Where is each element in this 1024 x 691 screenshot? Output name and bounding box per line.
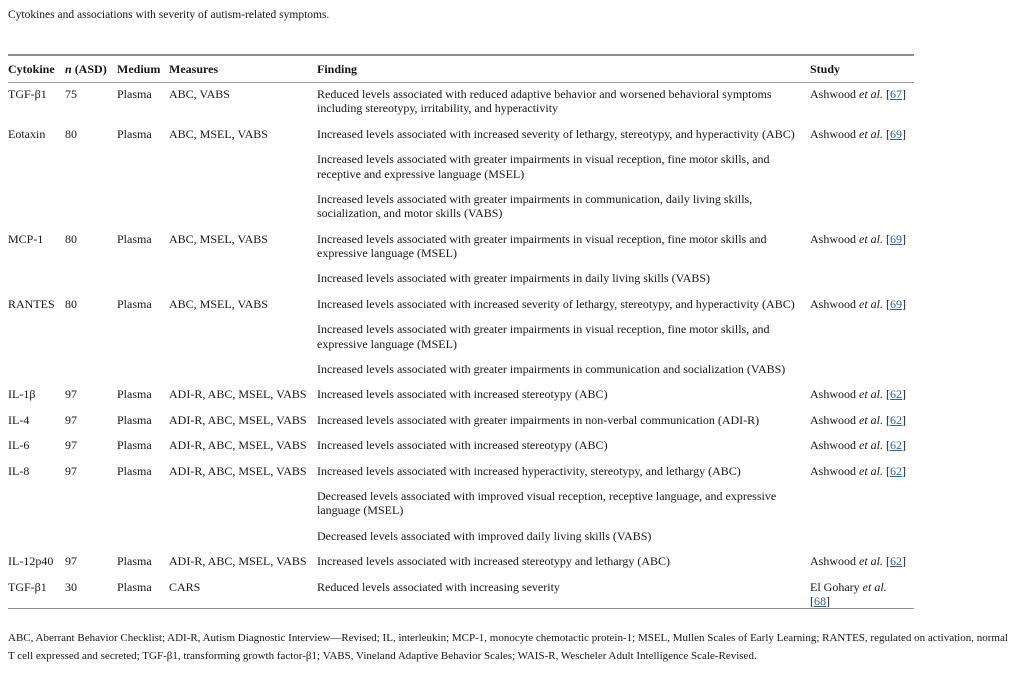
finding-text: Increased levels associated with greater impairments in communication and socialization (VABS) (317, 362, 786, 377)
study-author: Ashwood (810, 412, 860, 427)
finding-text: Increased levels associated with increased stereotypy (ABC) (317, 387, 608, 402)
cytokine-cell: MCP-1 (8, 231, 44, 246)
table-row (8, 409, 914, 434)
measures-cell: ABC, MSEL, VABS (169, 231, 268, 246)
study-cell: El Gohary et al. [68] (810, 579, 887, 608)
finding-text: Increased levels associated with increased severity of lethargy, stereotypy, and hyperactivity (ABC) (317, 126, 795, 141)
medium-cell: Plasma (117, 579, 152, 594)
study-etal: et al. (859, 296, 884, 311)
study-author: Ashwood (810, 296, 860, 311)
table-row (8, 383, 914, 408)
column-header-n-asd: n (ASD) (65, 55, 117, 83)
cytokine-severity-table (8, 54, 914, 609)
study-author: Ashwood (810, 438, 860, 453)
study-etal: et al. (862, 579, 887, 594)
finding-text: Reduced levels associated with increasing severity (317, 579, 560, 594)
n-asd-cell: 80 (65, 296, 77, 311)
citation-link[interactable]: 67 (890, 86, 903, 101)
study-author: Ashwood (810, 463, 860, 478)
finding-text: Increased levels associated with greater impairments in non-verbal communication (ADI-R) (317, 412, 760, 427)
medium-cell: Plasma (117, 438, 152, 453)
study-author: Ashwood (810, 86, 860, 101)
medium-cell: Plasma (117, 463, 152, 478)
study-cell: Ashwood et al. [69] (810, 296, 907, 311)
study-cell: Ashwood et al. [62] (810, 554, 907, 569)
study-cell: Ashwood et al. [69] (810, 231, 907, 246)
citation-link[interactable]: 69 (890, 126, 903, 141)
table-row (8, 576, 914, 609)
cytokine-cell: IL-4 (8, 412, 30, 427)
table-footnote-abbreviations: ABC, Aberrant Behavior Checklist; ADI-R, Autism Diagnostic Interview—Revised; IL, interleukin; MCP-1, monocyte chemotactic protein-1; MSEL, Mullen Scales of Early Learning; RANTES, regulated on activation, normal T cell expressed and secreted; TGF-β1, transforming growth factor-β1; VABS, Vineland Adaptive Behavior Scales; WAIS-R, Wescheler Adult Intelligence Scale-Revised. (8, 632, 1008, 662)
citation-link[interactable]: 69 (890, 231, 903, 246)
study-cell: Ashwood et al. [69] (810, 126, 907, 141)
finding-text: Increased levels associated with increased severity of lethargy, stereotypy, and hyperactivity (ABC) (317, 296, 795, 311)
citation-link[interactable]: 62 (890, 554, 903, 569)
table-row (8, 550, 914, 575)
study-etal: et al. (859, 554, 884, 569)
study-etal: et al. (859, 463, 884, 478)
table-row (8, 293, 914, 384)
finding-text: Increased levels associated with greater impairments in visual reception, fine motor skills and expressive language (MSEL) (317, 231, 767, 261)
measures-cell: ADI-R, ABC, MSEL, VABS (169, 463, 307, 478)
cytokine-cell: IL-6 (8, 438, 30, 453)
finding-cell (317, 228, 810, 293)
study-cell: Ashwood et al. [62] (810, 412, 907, 427)
measures-cell: ADI-R, ABC, MSEL, VABS (169, 412, 307, 427)
citation-link[interactable]: 62 (890, 438, 903, 453)
cytokine-cell: IL-12p40 (8, 554, 54, 569)
finding-cell (317, 434, 810, 459)
cytokine-cell: TGF-β1 (8, 579, 47, 594)
n-asd-cell: 30 (65, 579, 77, 594)
study-etal: et al. (859, 438, 884, 453)
finding-text: Increased levels associated with greater impairments in daily living skills (VABS) (317, 271, 711, 286)
cytokine-cell: IL-1β (8, 387, 36, 402)
measures-cell: ABC, MSEL, VABS (169, 296, 268, 311)
cytokine-cell: TGF-β1 (8, 86, 47, 101)
study-cell: Ashwood et al. [62] (810, 438, 907, 453)
citation-link[interactable]: 62 (890, 412, 903, 427)
n-asd-cell: 75 (65, 86, 77, 101)
finding-text: Increased levels associated with greater impairments in visual reception, fine motor skills, and expressive language (MSEL) (317, 322, 770, 351)
measures-cell: ABC, VABS (169, 86, 230, 101)
study-author: Ashwood (810, 231, 860, 246)
column-header-measures: Measures (169, 55, 317, 83)
measures-cell: ADI-R, ABC, MSEL, VABS (169, 554, 307, 569)
finding-text: Increased levels associated with increased hyperactivity, stereotypy, and lethargy (ABC) (317, 463, 741, 478)
measures-cell: ADI-R, ABC, MSEL, VABS (169, 438, 307, 453)
study-cell: Ashwood et al. [62] (810, 387, 907, 402)
citation-link[interactable]: 62 (890, 387, 903, 402)
n-asd-cell: 80 (65, 231, 77, 246)
column-header-cytokine: Cytokine (8, 55, 65, 83)
table-body (8, 82, 914, 608)
medium-cell: Plasma (117, 86, 152, 101)
finding-text: Increased levels associated with greater impairments in visual reception, fine motor skills, and receptive and expressive language (MSEL) (317, 152, 770, 181)
finding-text: Increased levels associated with increased stereotypy and lethargy (ABC) (317, 554, 670, 569)
study-cell: Ashwood et al. [67] (810, 86, 907, 101)
n-asd-cell: 97 (65, 412, 77, 427)
table-row (8, 228, 914, 293)
study-author: Ashwood (810, 387, 860, 402)
finding-text: Increased levels associated with greater impairments in communication, daily living skills, socialization, and motor skills (VABS) (317, 191, 753, 221)
n-asd-cell: 97 (65, 463, 77, 478)
table-row (8, 460, 914, 551)
study-etal: et al. (859, 387, 884, 402)
n-asd-cell: 97 (65, 387, 77, 402)
cytokine-cell: IL-8 (8, 463, 30, 478)
measures-cell: ADI-R, ABC, MSEL, VABS (169, 387, 307, 402)
finding-cell (317, 123, 810, 228)
finding-cell (317, 460, 810, 551)
study-etal: et al. (859, 86, 884, 101)
study-etal: et al. (859, 412, 884, 427)
medium-cell: Plasma (117, 126, 152, 141)
cytokine-cell: Eotaxin (8, 126, 46, 141)
medium-cell: Plasma (117, 296, 152, 311)
study-author: Ashwood (810, 554, 860, 569)
study-etal: et al. (859, 126, 884, 141)
medium-cell: Plasma (117, 412, 152, 427)
citation-link[interactable]: 68 (814, 593, 826, 608)
medium-cell: Plasma (117, 554, 152, 569)
n-asd-cell: 80 (65, 126, 77, 141)
medium-cell: Plasma (117, 231, 152, 246)
finding-cell (317, 82, 810, 122)
citation-link[interactable]: 62 (890, 463, 903, 478)
table-row (8, 434, 914, 459)
citation-link[interactable]: 69 (890, 296, 903, 311)
finding-text: Decreased levels associated with improved visual reception, receptive language, and expressive language (MSEL) (317, 488, 777, 518)
finding-cell (317, 383, 810, 408)
column-header-medium: Medium (117, 55, 169, 83)
column-header-finding: Finding (317, 55, 810, 83)
finding-text: Decreased levels associated with improved daily living skills (VABS) (317, 528, 652, 543)
finding-cell (317, 293, 810, 384)
study-etal: et al. (859, 231, 884, 246)
study-author: Ashwood (810, 126, 860, 141)
study-author: El Gohary (810, 579, 863, 594)
cytokine-cell: RANTES (8, 296, 55, 311)
measures-cell: CARS (169, 579, 201, 594)
table-caption: Cytokines and associations with severity of autism-related symptoms. (8, 9, 330, 21)
finding-cell (317, 576, 810, 609)
table-row (8, 82, 914, 122)
finding-text: Reduced levels associated with reduced adaptive behavior and worsened behavioral symptoms including stereotypy, irritability, and hyperactivity (317, 86, 772, 116)
table-header-row (8, 55, 914, 83)
finding-cell (317, 550, 810, 575)
study-cell: Ashwood et al. [62] (810, 463, 907, 478)
n-asd-cell: 97 (65, 554, 77, 569)
finding-cell (317, 409, 810, 434)
measures-cell: ABC, MSEL, VABS (169, 126, 268, 141)
medium-cell: Plasma (117, 387, 152, 402)
n-asd-cell: 97 (65, 438, 77, 453)
finding-text: Increased levels associated with increased stereotypy (ABC) (317, 438, 608, 453)
column-header-study: Study (810, 55, 914, 83)
table-row (8, 123, 914, 228)
